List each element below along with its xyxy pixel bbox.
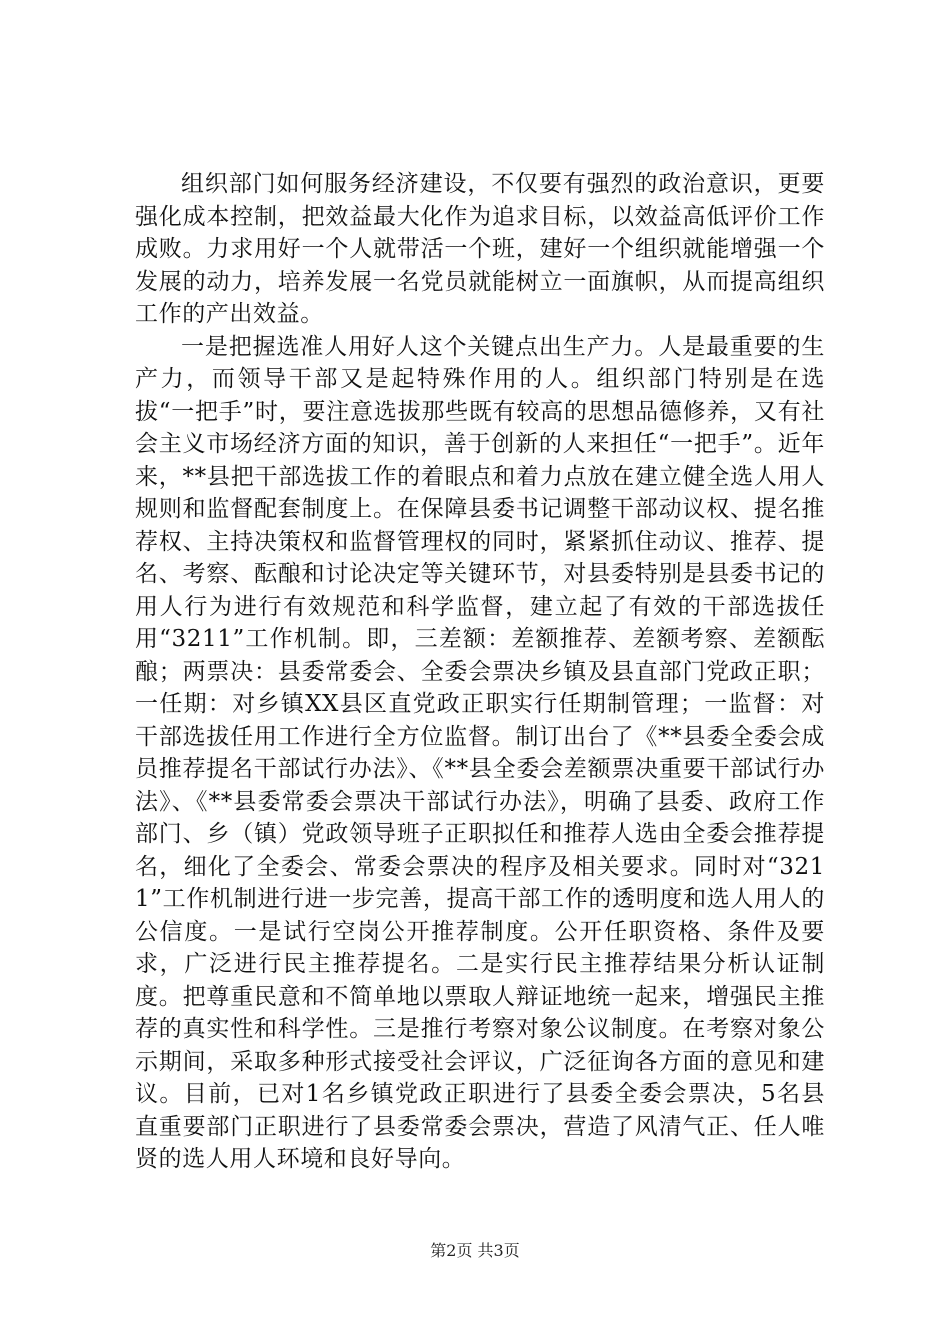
document-body — [135, 168, 825, 1176]
paragraph-main: 一是把握选准人用好人这个关键点出生产力。人是最重要的生产力，而领导干部又是起特殊作用的人。组织部门特别是在选拔“一把手”时，要注意选拔那些既有较高的思想品德修养，又有社会主义市场经济方面的知识，善于创新的人来担任“一把手”。近年来，**县把干部选拔工作的着眼点和着力点放在建立健全选人用人规则和监督配套制度上。在保障县委书记调整干部动议权、提名推荐权、主持决策权和监督管理权的同时，紧紧抓住动议、推荐、提名、考察、酝酿和讨论决定等关键环节，对县委特别是县委书记的用人行为进行有效规范和科学监督，建立起了有效的干部选拔任用“3211”工作机制。即，三差额：差额推荐、差额考察、差额酝酿；两票决：县委常委会、全委会票决乡镇及县直部门党政正职；一任期：对乡镇XX县区直党政正职实行任期制管理；一监督：对干部选拔任用工作进行全方位监督。制订出台了《**县委全委会成员推荐提名干部试行办法》、《**县全委会差额票决重要干部试行办法》、《**县委常委会票决干部试行办法》，明确了县委、政府工作部门、乡（镇）党政领导班子正职拟任和推荐人选由全委会推荐提名，细化了全委会、常委会票决的程序及相关要求。同时对“3211”工作机制进行进一步完善，提高干部工作的透明度和选人用人的公信度。一是试行空岗公开推荐制度。公开任职资格、条件及要求，广泛进行民主推荐提名。二是实行民主推荐结果分析认证制度。把尊重民意和不简单地以票取人辩证地统一起来，增强民主推荐的真实性和科学性。三是推行考察对象公议制度。在考察对象公示期间，采取多种形式接受社会评议，广泛征询各方面的意见和建议。目前，已对1名乡镇党政正职进行了县委全委会票决，5名县直重要部门正职进行了县委常委会票决，营造了风清气正、任人唯贤的选人用人环境和良好导向。 — [135, 333, 825, 1172]
paragraph-intro: 组织部门如何服务经济建设，不仅要有强烈的政治意识，更要强化成本控制，把效益最大化作为追求目标，以效益高低评价工作成败。力求用好一个人就带活一个班，建好一个组织就能增强一个发展的动力，培养发展一名党员就能树立一面旗帜，从而提高组织工作的产出效益。 — [135, 171, 825, 327]
page-number-footer: 第2页 共3页 — [430, 1241, 520, 1260]
